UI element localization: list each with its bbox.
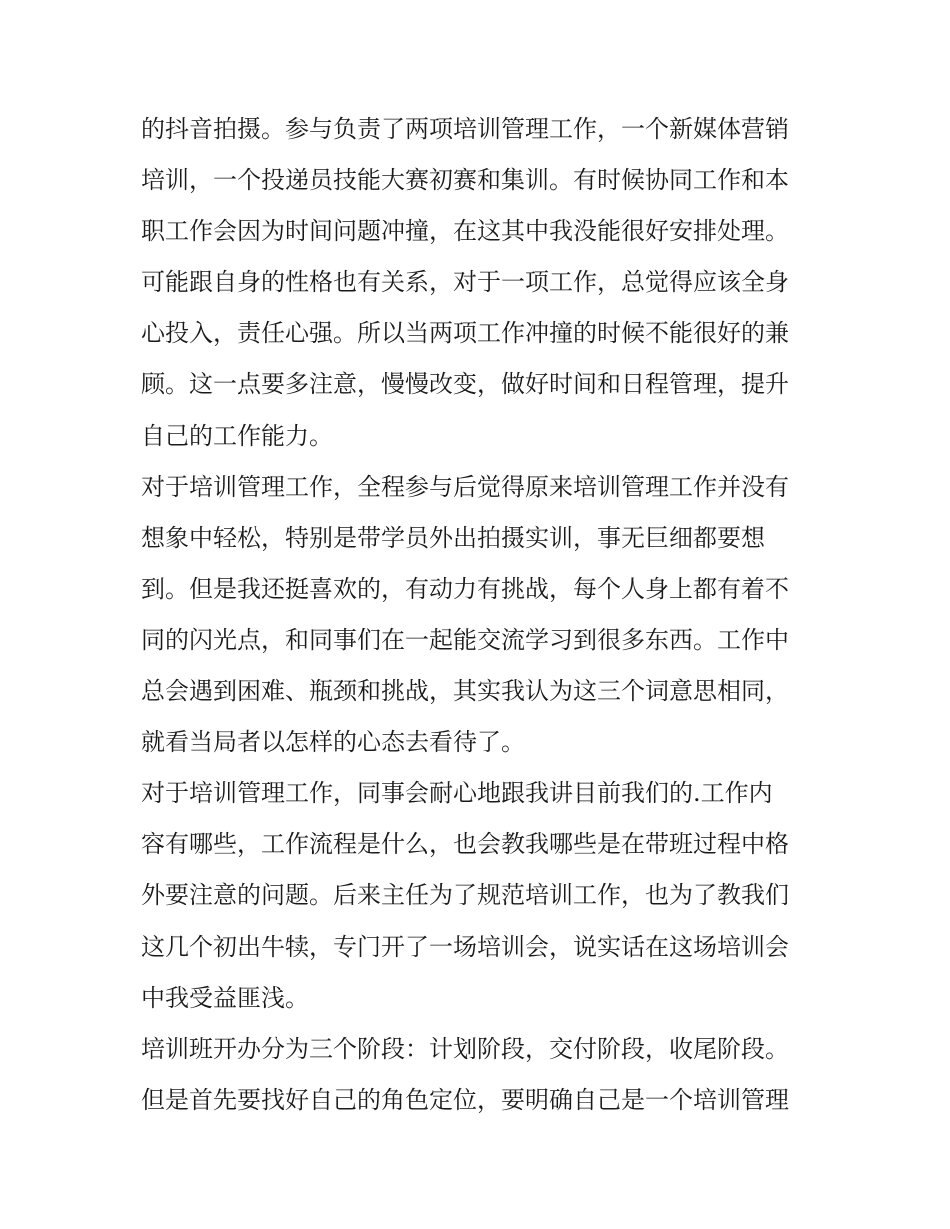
text-line: 到。但是我还挺喜欢的，有动力有挑战，每个人身上都有着不 bbox=[141, 574, 789, 603]
text-line: 就看当局者以怎样的心态去看待了。 bbox=[141, 728, 525, 757]
text-line: 自己的工作能力。 bbox=[141, 421, 333, 450]
text-line: 对于培训管理工作，全程参与后觉得原来培训管理工作并没有 bbox=[141, 472, 789, 501]
text-line: 总会遇到困难、瓶颈和挑战，其实我认为这三个词意思相同， bbox=[141, 677, 789, 706]
text-line: 顾。这一点要多注意，慢慢改变，做好时间和日程管理，提升 bbox=[141, 370, 789, 399]
text-line: 这几个初出牛犊，专门开了一场培训会，说实话在这场培训会 bbox=[141, 932, 789, 961]
text-line: 同的闪光点，和同事们在一起能交流学习到很多东西。工作中 bbox=[141, 625, 789, 654]
text-line: 对于培训管理工作，同事会耐心地跟我讲目前我们的.工作内 bbox=[141, 779, 773, 808]
text-line: 心投入，责任心强。所以当两项工作冲撞的时候不能很好的兼 bbox=[141, 319, 789, 348]
text-line: 中我受益匪浅。 bbox=[141, 983, 309, 1012]
text-line: 职工作会因为时间问题冲撞，在这其中我没能很好安排处理。 bbox=[141, 217, 789, 246]
text-line: 培训班开办分为三个阶段：计划阶段，交付阶段，收尾阶段。 bbox=[141, 1034, 789, 1063]
text-line: 的抖音拍摄。参与负责了两项培训管理工作，一个新媒体营销 bbox=[141, 115, 789, 143]
body-text bbox=[141, 104, 821, 1126]
text-line: 想象中轻松，特别是带学员外出拍摄实训，事无巨细都要想 bbox=[141, 523, 765, 552]
text-line: 外要注意的问题。后来主任为了规范培训工作，也为了教我们 bbox=[141, 881, 789, 910]
text-line: 容有哪些，工作流程是什么，也会教我哪些是在带班过程中格 bbox=[141, 830, 789, 859]
text-line: 培训，一个投递员技能大赛初赛和集训。有时候协同工作和本 bbox=[141, 166, 789, 195]
text-line: 可能跟自身的性格也有关系，对于一项工作，总觉得应该全身 bbox=[141, 268, 789, 297]
text-line: 但是首先要找好自己的角色定位，要明确自己是一个培训管理 bbox=[141, 1085, 789, 1114]
